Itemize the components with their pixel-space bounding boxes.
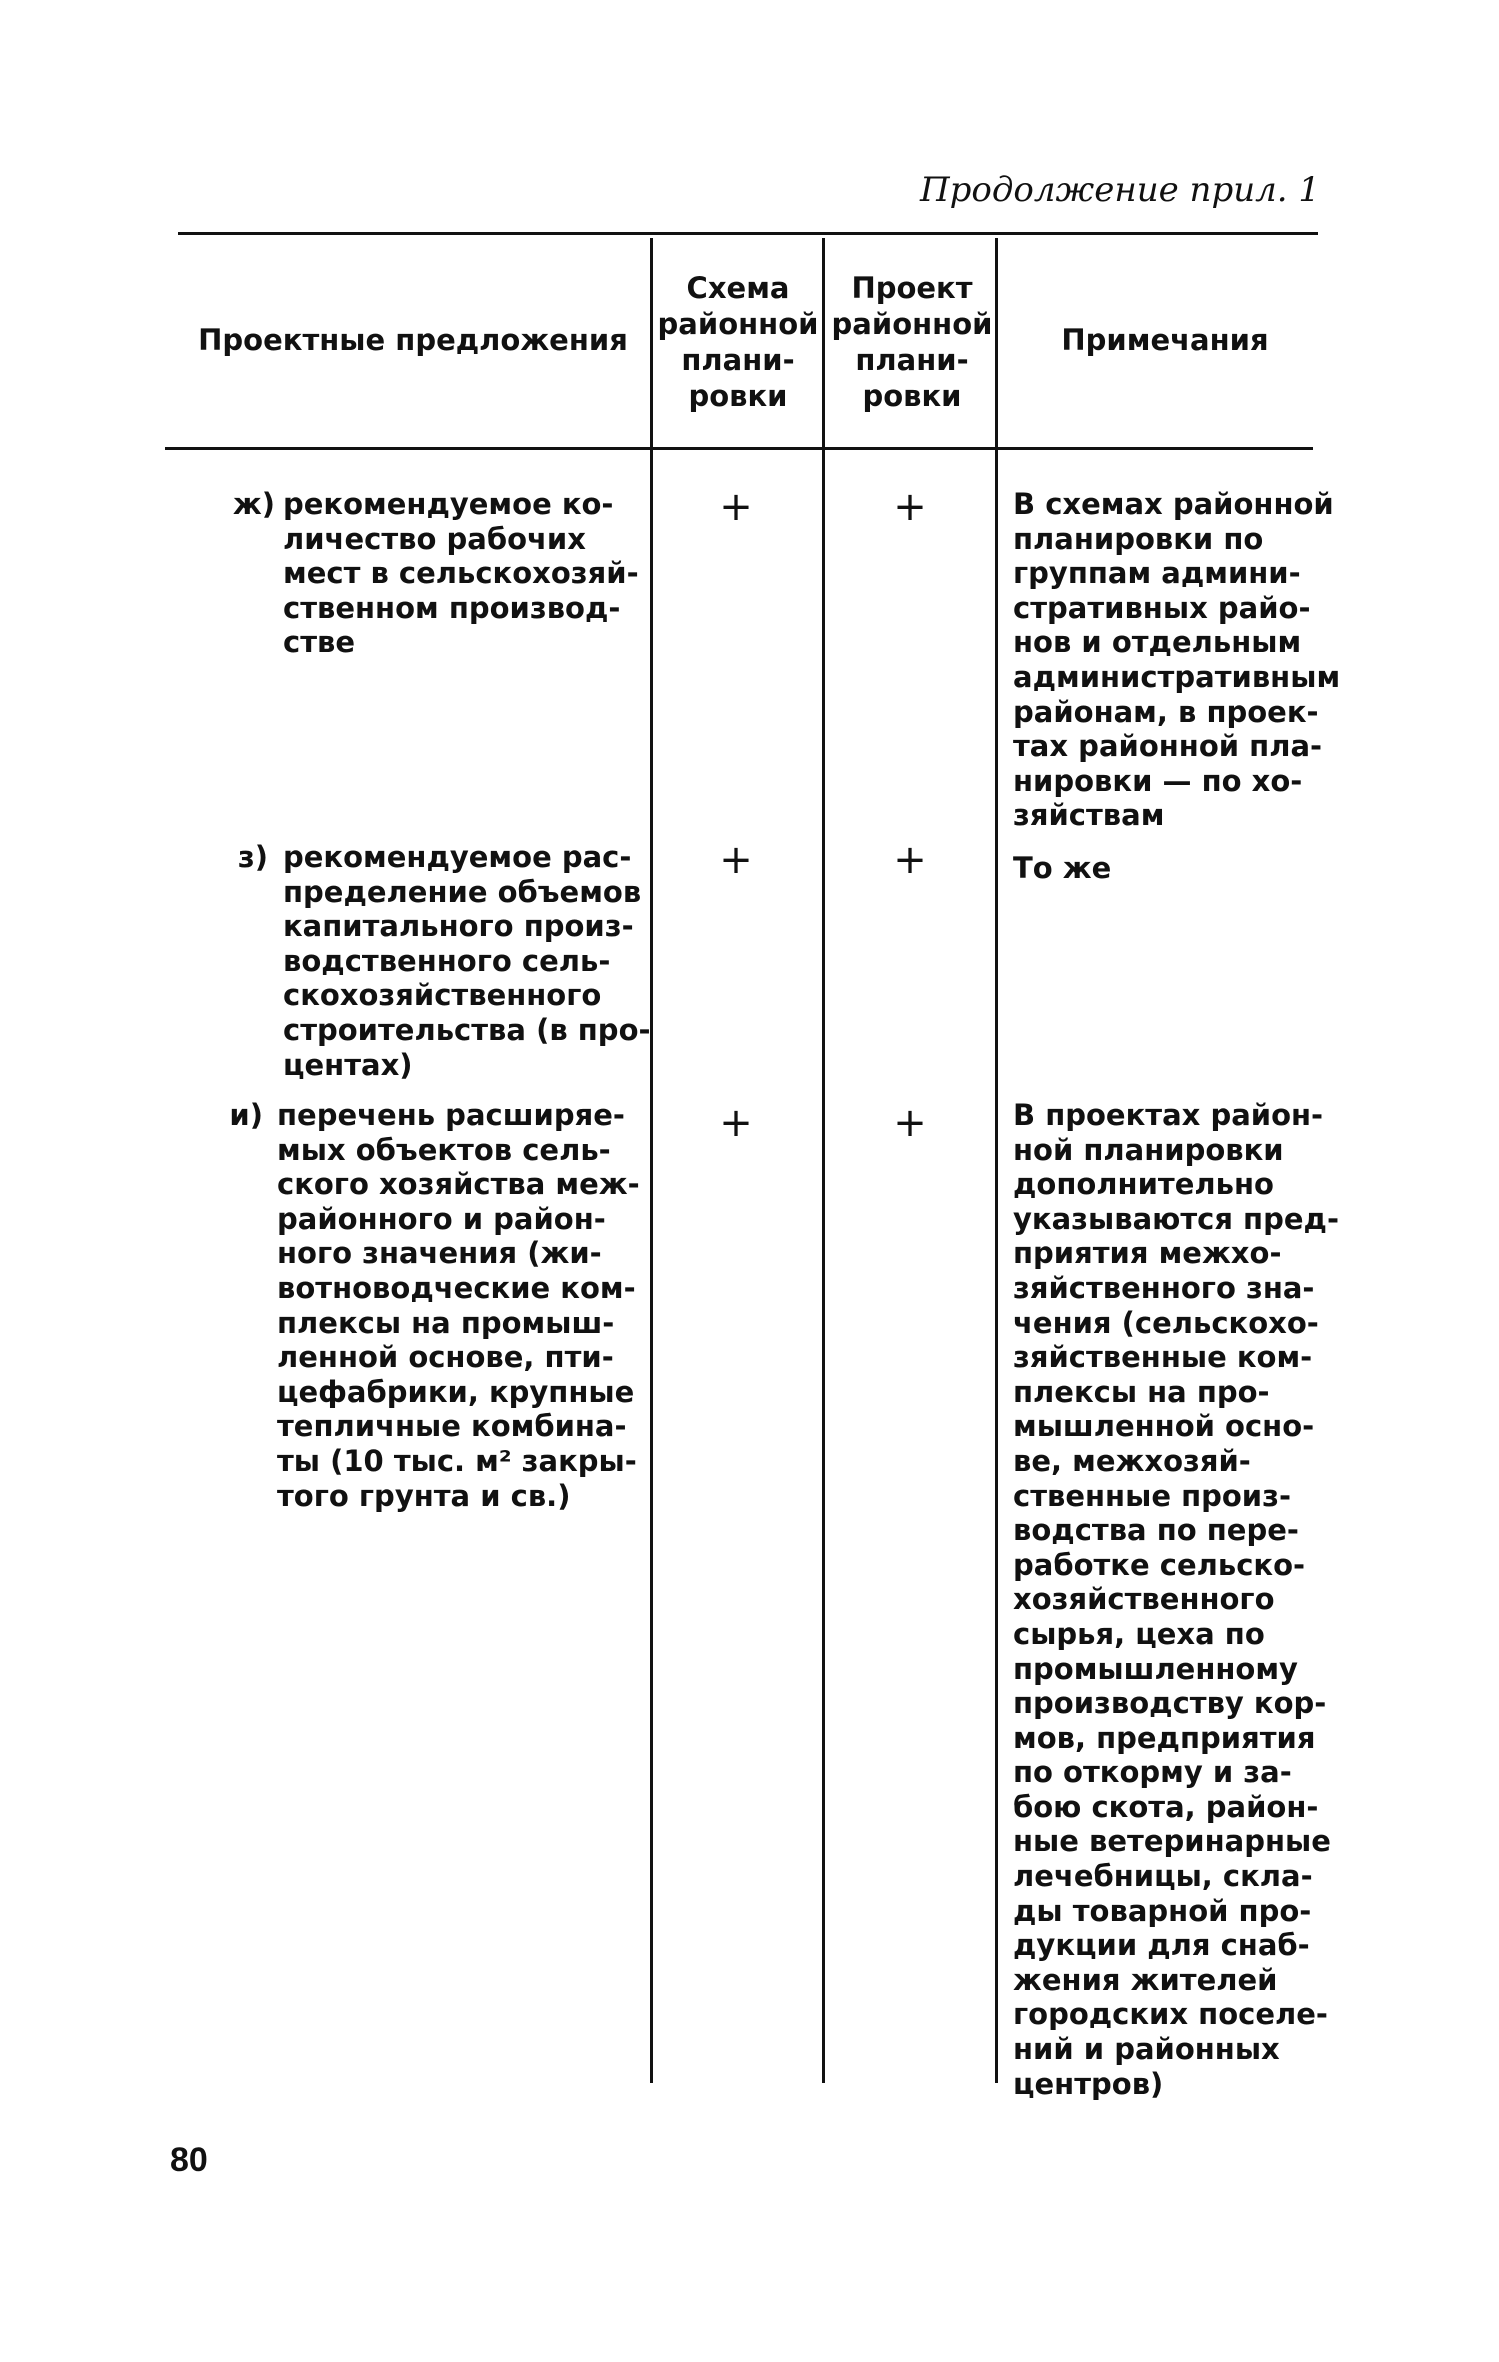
plus-mark-project: + [893, 1100, 927, 1146]
row-marker: ж) [232, 487, 275, 521]
plus-mark-scheme: + [719, 837, 753, 883]
row-proposal: рекомендуемое рас- пределение объемов капитального произ- водственного сель- скохозяйственного строительства (в про- центах) [283, 840, 651, 1082]
row-marker: и) [229, 1098, 263, 1132]
table-top-rule [178, 232, 1318, 235]
row-marker: з) [237, 840, 268, 874]
page-number: 80 [170, 2141, 208, 2179]
header-proposals: Проектные предложения [198, 323, 628, 357]
table-header-rule [165, 447, 1313, 450]
row-note: То же [1013, 851, 1112, 885]
row-note: В схемах районной планировки по группам админи- стративных райо- нов и отдельным административным районам, в проек- тах районной пла- нировки — по хо- зяйствам [1013, 487, 1341, 833]
plus-mark-scheme: + [719, 1100, 753, 1146]
row-proposal: перечень расширяе- мых объектов сель- ского хозяйства меж- районного и район- ного значения (жи- вотноводческие ком- плексы на промыш- ленной основе, пти- цефабрики, крупные тепличные комбина- ты (10 тыс. м² закры- того грунта и св.) [277, 1098, 640, 1513]
column-divider-3 [995, 238, 998, 2083]
running-head: Продолжение прил. 1 [920, 170, 1320, 210]
row-note: В проектах район- ной планировки дополнительно указываются пред- приятия межхо- зяйственного зна- чения (сельскохо- зяйственные ком- плексы на про- мышленной осно- ве, межхозяй- ственные произ- водства по пере- работке сельско- хозяйственного сырья, цеха по промышленному производству кор- мов, предприятия по откорму и за- бою скота, район- ные ветеринарные лечебницы, скла- ды товарной про- дукции для снаб- жения жителей городских поселе- ний и районных центров) [1013, 1098, 1339, 2101]
plus-mark-scheme: + [719, 484, 753, 530]
header-project: Проект районной плани- ровки [831, 271, 993, 413]
column-divider-1 [650, 238, 653, 2083]
row-proposal: рекомендуемое ко- личество рабочих мест в сельскохозяй- ственном производ- стве [283, 487, 639, 660]
column-divider-2 [822, 238, 825, 2083]
header-scheme: Схема районной плани- ровки [657, 271, 819, 413]
header-notes: Примечания [1061, 323, 1269, 357]
plus-mark-project: + [893, 837, 927, 883]
plus-mark-project: + [893, 484, 927, 530]
